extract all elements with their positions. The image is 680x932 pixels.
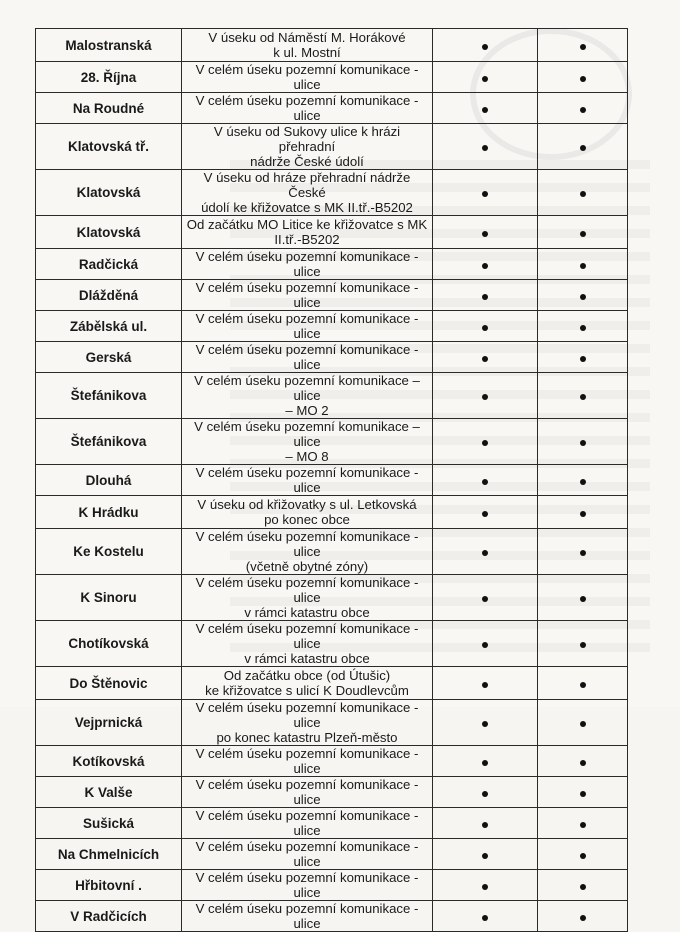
bullet-dot-icon [482, 884, 488, 890]
bullet-dot-icon [482, 721, 488, 727]
street-name-cell: K Sinoru [36, 575, 182, 621]
bullet-dot-icon [482, 394, 488, 400]
street-name-cell: Klatovská tř. [36, 124, 182, 170]
description-line: – MO 2 [285, 403, 329, 418]
marker-cell-1 [433, 249, 538, 280]
description-line: V celém úseku pozemní komunikace –ulice [194, 419, 420, 449]
marker-cell-2 [538, 62, 628, 93]
bullet-dot-icon [482, 356, 488, 362]
description-line: V úseku od Náměstí M. Horákové [208, 30, 406, 45]
bullet-dot-icon [580, 511, 586, 517]
table-row [36, 621, 628, 667]
street-name-cell: Ke Kostelu [36, 529, 182, 575]
bullet-dot-icon [482, 294, 488, 300]
table-row [36, 170, 628, 216]
bullet-dot-icon [482, 263, 488, 269]
marker-cell-2 [538, 808, 628, 839]
street-name-cell: Do Štěnovic [36, 667, 182, 700]
bullet-dot-icon [580, 294, 586, 300]
marker-cell-1 [433, 342, 538, 373]
bullet-dot-icon [482, 107, 488, 113]
marker-cell-2 [538, 342, 628, 373]
marker-cell-1 [433, 777, 538, 808]
bullet-dot-icon [580, 325, 586, 331]
street-name-cell: Klatovská [36, 216, 182, 249]
bullet-dot-icon [580, 682, 586, 688]
marker-cell-1 [433, 170, 538, 216]
bullet-dot-icon [482, 682, 488, 688]
description-line: (včetně obytné zóny) [245, 559, 369, 574]
marker-cell-2 [538, 311, 628, 342]
bullet-dot-icon [482, 44, 488, 50]
bullet-dot-icon [580, 915, 586, 921]
section-description-cell [182, 249, 433, 280]
marker-cell-1 [433, 311, 538, 342]
street-name-cell: V Radčicích [36, 901, 182, 932]
bullet-dot-icon [580, 76, 586, 82]
section-description-cell [182, 621, 433, 667]
section-description-cell [182, 777, 433, 808]
description-line: V úseku od Sukovy ulice k hrázi přehradní [213, 124, 401, 154]
section-description-cell [182, 575, 433, 621]
marker-cell-2 [538, 529, 628, 575]
description-line: V celém úseku pozemní komunikace -ulice [195, 839, 419, 869]
marker-cell-1 [433, 29, 538, 62]
table-row [36, 839, 628, 870]
marker-cell-1 [433, 746, 538, 777]
marker-cell-1 [433, 216, 538, 249]
bullet-dot-icon [482, 76, 488, 82]
bullet-dot-icon [482, 642, 488, 648]
description-line: V celém úseku pozemní komunikace -ulice [195, 901, 419, 931]
table-row [36, 496, 628, 529]
bullet-dot-icon [482, 791, 488, 797]
street-name-cell: 28. Října [36, 62, 182, 93]
section-description-cell [182, 419, 433, 465]
bullet-dot-icon [580, 231, 586, 237]
description-line: V úseku od hráze přehradní nádrže České [203, 170, 411, 200]
table-row [36, 667, 628, 700]
marker-cell-1 [433, 808, 538, 839]
table-row [36, 419, 628, 465]
description-line: V celém úseku pozemní komunikace -ulice [195, 93, 419, 123]
description-line: V celém úseku pozemní komunikace -ulice [195, 280, 419, 310]
description-line: V celém úseku pozemní komunikace -ulice [195, 529, 419, 559]
marker-cell-2 [538, 621, 628, 667]
description-line: V celém úseku pozemní komunikace -ulice [195, 575, 419, 605]
marker-cell-2 [538, 667, 628, 700]
description-line: – MO 8 [285, 449, 329, 464]
roads-table-body [36, 29, 628, 932]
marker-cell-1 [433, 575, 538, 621]
marker-cell-2 [538, 496, 628, 529]
marker-cell-2 [538, 249, 628, 280]
table-row [36, 124, 628, 170]
bullet-dot-icon [580, 721, 586, 727]
table-row [36, 808, 628, 839]
bullet-dot-icon [580, 791, 586, 797]
section-description-cell [182, 93, 433, 124]
description-line: V celém úseku pozemní komunikace -ulice [195, 62, 419, 92]
table-row [36, 700, 628, 746]
marker-cell-2 [538, 419, 628, 465]
section-description-cell [182, 373, 433, 419]
marker-cell-2 [538, 93, 628, 124]
table-row [36, 280, 628, 311]
marker-cell-2 [538, 777, 628, 808]
description-line: V celém úseku pozemní komunikace –ulice [194, 373, 420, 403]
bullet-dot-icon [580, 853, 586, 859]
bullet-dot-icon [580, 642, 586, 648]
section-description-cell [182, 170, 433, 216]
marker-cell-2 [538, 373, 628, 419]
section-description-cell [182, 667, 433, 700]
table-row [36, 342, 628, 373]
bullet-dot-icon [580, 44, 586, 50]
street-name-cell: Hřbitovní . [36, 870, 182, 901]
bullet-dot-icon [482, 191, 488, 197]
description-line: údolí ke křižovatce s MK II.tř.-B5202 [201, 200, 413, 215]
bullet-dot-icon [580, 394, 586, 400]
marker-cell-1 [433, 870, 538, 901]
description-line: V celém úseku pozemní komunikace -ulice [195, 311, 419, 341]
bullet-dot-icon [482, 231, 488, 237]
marker-cell-1 [433, 667, 538, 700]
marker-cell-2 [538, 465, 628, 496]
section-description-cell [182, 496, 433, 529]
bullet-dot-icon [580, 356, 586, 362]
bullet-dot-icon [482, 853, 488, 859]
street-name-cell: Gerská [36, 342, 182, 373]
description-line: po konec obce [264, 512, 350, 527]
table-row [36, 29, 628, 62]
street-name-cell: Kotíkovská [36, 746, 182, 777]
marker-cell-2 [538, 280, 628, 311]
street-name-cell: K Hrádku [36, 496, 182, 529]
table-row [36, 62, 628, 93]
bullet-dot-icon [580, 884, 586, 890]
street-name-cell: Na Roudné [36, 93, 182, 124]
bullet-dot-icon [580, 263, 586, 269]
description-line: V celém úseku pozemní komunikace -ulice [195, 621, 419, 651]
bullet-dot-icon [482, 479, 488, 485]
section-description-cell [182, 808, 433, 839]
description-line: V celém úseku pozemní komunikace -ulice [195, 249, 419, 279]
section-description-cell [182, 700, 433, 746]
marker-cell-1 [433, 901, 538, 932]
section-description-cell [182, 839, 433, 870]
description-line: V celém úseku pozemní komunikace -ulice [195, 746, 419, 776]
street-name-cell: Na Chmelnicích [36, 839, 182, 870]
marker-cell-1 [433, 93, 538, 124]
bullet-dot-icon [482, 596, 488, 602]
bullet-dot-icon [580, 479, 586, 485]
section-description-cell [182, 746, 433, 777]
bullet-dot-icon [580, 760, 586, 766]
marker-cell-2 [538, 746, 628, 777]
marker-cell-1 [433, 621, 538, 667]
bullet-dot-icon [482, 550, 488, 556]
street-name-cell: Radčická [36, 249, 182, 280]
section-description-cell [182, 529, 433, 575]
description-line: nádrže České údolí [250, 154, 364, 169]
description-line: Od začátku obce (od Útušic) [223, 668, 391, 683]
bullet-dot-icon [580, 440, 586, 446]
section-description-cell [182, 62, 433, 93]
description-line: V úseku od křižovatky s ul. Letkovská [197, 497, 417, 512]
description-line: Od začátku MO Litice ke křižovatce s MK [186, 217, 428, 232]
marker-cell-2 [538, 901, 628, 932]
marker-cell-1 [433, 280, 538, 311]
description-line: v rámci katastru obce [244, 651, 370, 666]
bullet-dot-icon [580, 550, 586, 556]
street-name-cell: Vejprnická [36, 700, 182, 746]
table-row [36, 465, 628, 496]
table-row [36, 901, 628, 932]
section-description-cell [182, 124, 433, 170]
street-name-cell: Dlouhá [36, 465, 182, 496]
description-line: ke křižovatce s ulicí K Doudlevcům [205, 683, 409, 698]
description-line: V celém úseku pozemní komunikace -ulice [195, 700, 419, 730]
section-description-cell [182, 311, 433, 342]
table-row [36, 746, 628, 777]
street-name-cell: Dlážděná [36, 280, 182, 311]
roads-table [35, 28, 628, 932]
marker-cell-1 [433, 419, 538, 465]
street-name-cell: Štefánikova [36, 373, 182, 419]
description-line: V celém úseku pozemní komunikace -ulice [195, 465, 419, 495]
bullet-dot-icon [580, 191, 586, 197]
marker-cell-1 [433, 124, 538, 170]
bullet-dot-icon [482, 145, 488, 151]
section-description-cell [182, 870, 433, 901]
street-name-cell: Klatovská [36, 170, 182, 216]
bullet-dot-icon [482, 325, 488, 331]
section-description-cell [182, 465, 433, 496]
table-row [36, 249, 628, 280]
description-line: V celém úseku pozemní komunikace -ulice [195, 870, 419, 900]
marker-cell-1 [433, 700, 538, 746]
description-line: V celém úseku pozemní komunikace -ulice [195, 342, 419, 372]
section-description-cell [182, 901, 433, 932]
marker-cell-2 [538, 216, 628, 249]
table-row [36, 575, 628, 621]
marker-cell-1 [433, 529, 538, 575]
table-row [36, 216, 628, 249]
bullet-dot-icon [482, 915, 488, 921]
street-name-cell: Zábělská ul. [36, 311, 182, 342]
marker-cell-1 [433, 373, 538, 419]
street-name-cell: Chotíkovská [36, 621, 182, 667]
street-name-cell: K Valše [36, 777, 182, 808]
table-row [36, 93, 628, 124]
street-name-cell: Štefánikova [36, 419, 182, 465]
section-description-cell [182, 29, 433, 62]
bullet-dot-icon [482, 511, 488, 517]
bullet-dot-icon [482, 822, 488, 828]
section-description-cell [182, 216, 433, 249]
bullet-dot-icon [580, 822, 586, 828]
table-row [36, 777, 628, 808]
table-row [36, 870, 628, 901]
marker-cell-2 [538, 700, 628, 746]
marker-cell-1 [433, 465, 538, 496]
bullet-dot-icon [482, 440, 488, 446]
bullet-dot-icon [580, 145, 586, 151]
section-description-cell [182, 280, 433, 311]
street-name-cell: Sušická [36, 808, 182, 839]
marker-cell-2 [538, 575, 628, 621]
bullet-dot-icon [482, 760, 488, 766]
marker-cell-2 [538, 124, 628, 170]
marker-cell-2 [538, 29, 628, 62]
marker-cell-1 [433, 839, 538, 870]
table-row [36, 311, 628, 342]
marker-cell-2 [538, 839, 628, 870]
street-name-cell: Malostranská [36, 29, 182, 62]
marker-cell-2 [538, 870, 628, 901]
description-line: V celém úseku pozemní komunikace -ulice [195, 808, 419, 838]
marker-cell-1 [433, 496, 538, 529]
description-line: II.tř.-B5202 [274, 232, 340, 247]
description-line: k ul. Mostní [273, 45, 341, 60]
table-row [36, 373, 628, 419]
marker-cell-1 [433, 62, 538, 93]
description-line: V celém úseku pozemní komunikace -ulice [195, 777, 419, 807]
description-line: po konec katastru Plzeň-město [216, 730, 398, 745]
section-description-cell [182, 342, 433, 373]
marker-cell-2 [538, 170, 628, 216]
bullet-dot-icon [580, 596, 586, 602]
description-line: v rámci katastru obce [244, 605, 370, 620]
bullet-dot-icon [580, 107, 586, 113]
table-row [36, 529, 628, 575]
